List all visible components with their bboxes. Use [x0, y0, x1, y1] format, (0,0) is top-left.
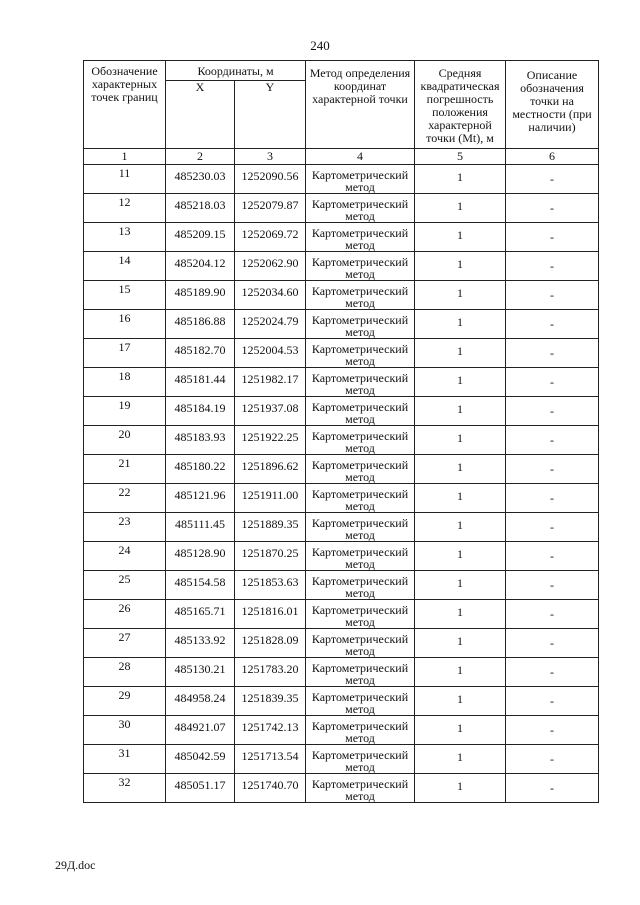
cell-method: Картометрический метод — [306, 194, 415, 223]
cell-description: - — [506, 658, 599, 687]
cell-point: 15 — [84, 281, 166, 310]
cell-method: Картометрический метод — [306, 223, 415, 252]
cell-y: 1251713.54 — [235, 745, 306, 774]
cell-description: - — [506, 368, 599, 397]
cell-x: 485181.44 — [166, 368, 235, 397]
cell-method: Картометрический метод — [306, 339, 415, 368]
cell-point: 32 — [84, 774, 166, 803]
table-row — [84, 223, 599, 252]
column-number: 2 — [166, 149, 235, 165]
cell-y: 1252024.79 — [235, 310, 306, 339]
cell-point: 25 — [84, 571, 166, 600]
coordinates-table — [83, 60, 599, 803]
cell-method: Картометрический метод — [306, 513, 415, 542]
cell-accuracy: 1 — [415, 252, 506, 281]
cell-point: 21 — [84, 455, 166, 484]
cell-point: 24 — [84, 542, 166, 571]
cell-x: 485165.71 — [166, 600, 235, 629]
column-number: 6 — [506, 149, 599, 165]
cell-method: Картометрический метод — [306, 687, 415, 716]
cell-description: - — [506, 716, 599, 745]
cell-method: Картометрический метод — [306, 774, 415, 803]
table-row — [84, 397, 599, 426]
table-row — [84, 658, 599, 687]
column-number: 3 — [235, 149, 306, 165]
cell-point: 23 — [84, 513, 166, 542]
header-x: X — [166, 81, 235, 149]
table-row — [84, 252, 599, 281]
cell-method: Картометрический метод — [306, 542, 415, 571]
column-number: 4 — [306, 149, 415, 165]
table-row — [84, 339, 599, 368]
footer-filename: 29Д.doc — [55, 858, 96, 872]
cell-point: 30 — [84, 716, 166, 745]
cell-x: 485230.03 — [166, 165, 235, 194]
cell-description: - — [506, 774, 599, 803]
cell-x: 485182.70 — [166, 339, 235, 368]
header-method: Метод определения координат характерной точки — [306, 61, 415, 149]
page-number: 240 — [310, 38, 330, 53]
cell-accuracy: 1 — [415, 629, 506, 658]
cell-point: 12 — [84, 194, 166, 223]
table-row — [84, 571, 599, 600]
cell-point: 13 — [84, 223, 166, 252]
cell-method: Картометрический метод — [306, 745, 415, 774]
cell-x: 485154.58 — [166, 571, 235, 600]
cell-y: 1251742.13 — [235, 716, 306, 745]
table-row — [84, 426, 599, 455]
cell-point: 11 — [84, 165, 166, 194]
table-row — [84, 513, 599, 542]
header-y: Y — [235, 81, 306, 149]
cell-accuracy: 1 — [415, 484, 506, 513]
cell-y: 1251896.62 — [235, 455, 306, 484]
cell-y: 1252090.56 — [235, 165, 306, 194]
cell-accuracy: 1 — [415, 542, 506, 571]
table-row — [84, 745, 599, 774]
cell-point: 29 — [84, 687, 166, 716]
table-row — [84, 600, 599, 629]
cell-point: 16 — [84, 310, 166, 339]
cell-point: 14 — [84, 252, 166, 281]
cell-y: 1251740.70 — [235, 774, 306, 803]
cell-description: - — [506, 281, 599, 310]
header-accuracy: Средняя квадратическая погрешность положения характерной точки (Mt), м — [415, 61, 506, 149]
cell-accuracy: 1 — [415, 281, 506, 310]
cell-description: - — [506, 629, 599, 658]
table-row — [84, 687, 599, 716]
cell-description: - — [506, 600, 599, 629]
cell-description: - — [506, 687, 599, 716]
table-row — [84, 484, 599, 513]
cell-description: - — [506, 339, 599, 368]
cell-x: 485209.15 — [166, 223, 235, 252]
cell-y: 1252034.60 — [235, 281, 306, 310]
cell-x: 484958.24 — [166, 687, 235, 716]
cell-point: 19 — [84, 397, 166, 426]
cell-method: Картометрический метод — [306, 165, 415, 194]
table-row — [84, 629, 599, 658]
cell-point: 22 — [84, 484, 166, 513]
cell-y: 1251828.09 — [235, 629, 306, 658]
table-row — [84, 542, 599, 571]
cell-method: Картометрический метод — [306, 426, 415, 455]
cell-description: - — [506, 310, 599, 339]
cell-accuracy: 1 — [415, 774, 506, 803]
cell-y: 1252079.87 — [235, 194, 306, 223]
column-number: 5 — [415, 149, 506, 165]
cell-accuracy: 1 — [415, 455, 506, 484]
table-row — [84, 281, 599, 310]
table-header — [84, 61, 599, 165]
table-body — [84, 165, 599, 803]
cell-x: 485130.21 — [166, 658, 235, 687]
cell-description: - — [506, 194, 599, 223]
cell-accuracy: 1 — [415, 513, 506, 542]
cell-point: 20 — [84, 426, 166, 455]
cell-y: 1252004.53 — [235, 339, 306, 368]
cell-accuracy: 1 — [415, 716, 506, 745]
cell-y: 1251937.08 — [235, 397, 306, 426]
cell-method: Картометрический метод — [306, 484, 415, 513]
cell-description: - — [506, 223, 599, 252]
cell-x: 485183.93 — [166, 426, 235, 455]
cell-description: - — [506, 426, 599, 455]
cell-x: 485051.17 — [166, 774, 235, 803]
cell-accuracy: 1 — [415, 165, 506, 194]
cell-description: - — [506, 165, 599, 194]
cell-accuracy: 1 — [415, 339, 506, 368]
cell-point: 27 — [84, 629, 166, 658]
table-row — [84, 165, 599, 194]
cell-method: Картометрический метод — [306, 368, 415, 397]
cell-y: 1252069.72 — [235, 223, 306, 252]
table-row — [84, 368, 599, 397]
cell-x: 485186.88 — [166, 310, 235, 339]
cell-description: - — [506, 542, 599, 571]
cell-x: 484921.07 — [166, 716, 235, 745]
header-description: Описание обозначения точки на местности (при наличии) — [506, 61, 599, 149]
cell-method: Картометрический метод — [306, 716, 415, 745]
cell-description: - — [506, 745, 599, 774]
cell-description: - — [506, 571, 599, 600]
cell-x: 485204.12 — [166, 252, 235, 281]
cell-accuracy: 1 — [415, 600, 506, 629]
cell-point: 18 — [84, 368, 166, 397]
cell-x: 485042.59 — [166, 745, 235, 774]
cell-accuracy: 1 — [415, 658, 506, 687]
cell-x: 485184.19 — [166, 397, 235, 426]
cell-x: 485189.90 — [166, 281, 235, 310]
cell-accuracy: 1 — [415, 368, 506, 397]
cell-y: 1251911.00 — [235, 484, 306, 513]
cell-accuracy: 1 — [415, 687, 506, 716]
cell-accuracy: 1 — [415, 745, 506, 774]
table-row — [84, 310, 599, 339]
cell-x: 485128.90 — [166, 542, 235, 571]
cell-x: 485133.92 — [166, 629, 235, 658]
cell-method: Картометрический метод — [306, 455, 415, 484]
cell-method: Картометрический метод — [306, 397, 415, 426]
table-row — [84, 774, 599, 803]
cell-description: - — [506, 484, 599, 513]
cell-x: 485218.03 — [166, 194, 235, 223]
table-row — [84, 716, 599, 745]
cell-description: - — [506, 252, 599, 281]
cell-y: 1251783.20 — [235, 658, 306, 687]
header-point: Обозначение характерных точек границ — [84, 61, 166, 149]
cell-y: 1251982.17 — [235, 368, 306, 397]
cell-accuracy: 1 — [415, 571, 506, 600]
cell-accuracy: 1 — [415, 310, 506, 339]
cell-accuracy: 1 — [415, 426, 506, 455]
cell-accuracy: 1 — [415, 397, 506, 426]
cell-description: - — [506, 455, 599, 484]
cell-point: 31 — [84, 745, 166, 774]
cell-method: Картометрический метод — [306, 658, 415, 687]
cell-y: 1251816.01 — [235, 600, 306, 629]
cell-method: Картометрический метод — [306, 629, 415, 658]
cell-y: 1251853.63 — [235, 571, 306, 600]
table-row — [84, 194, 599, 223]
cell-description: - — [506, 397, 599, 426]
cell-x: 485111.45 — [166, 513, 235, 542]
cell-point: 26 — [84, 600, 166, 629]
cell-y: 1251922.25 — [235, 426, 306, 455]
cell-method: Картометрический метод — [306, 281, 415, 310]
table-row — [84, 455, 599, 484]
header-coordinates: Координаты, м — [166, 61, 306, 81]
cell-y: 1252062.90 — [235, 252, 306, 281]
column-numbers-row — [84, 149, 599, 165]
column-number: 1 — [84, 149, 166, 165]
cell-x: 485180.22 — [166, 455, 235, 484]
cell-y: 1251839.35 — [235, 687, 306, 716]
cell-accuracy: 1 — [415, 223, 506, 252]
cell-point: 17 — [84, 339, 166, 368]
cell-y: 1251870.25 — [235, 542, 306, 571]
cell-description: - — [506, 513, 599, 542]
cell-point: 28 — [84, 658, 166, 687]
cell-method: Картометрический метод — [306, 600, 415, 629]
cell-accuracy: 1 — [415, 194, 506, 223]
cell-method: Картометрический метод — [306, 252, 415, 281]
cell-y: 1251889.35 — [235, 513, 306, 542]
cell-method: Картометрический метод — [306, 571, 415, 600]
cell-x: 485121.96 — [166, 484, 235, 513]
cell-method: Картометрический метод — [306, 310, 415, 339]
